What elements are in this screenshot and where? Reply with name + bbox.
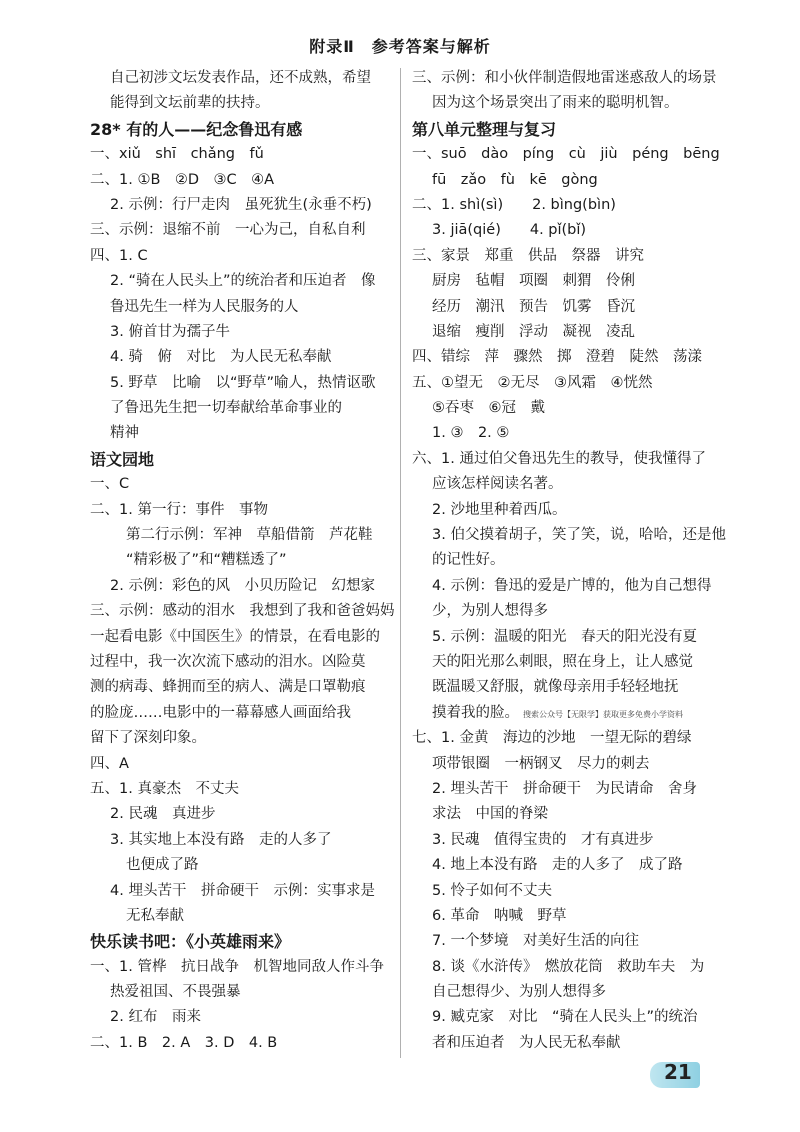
- answer-line: [90, 1005, 388, 1030]
- line-text: 者和压迫者 为人民无私奉献: [432, 1034, 621, 1051]
- answer-line: [90, 828, 388, 853]
- line-text: 3. 俯首甘为孺子牛: [110, 323, 230, 340]
- line-text: 4. 埋头苦干 拼命硬干 示例：实事求是: [110, 882, 375, 899]
- line-text: 4. 地上本没有路 走的人多了 成了路: [432, 857, 683, 874]
- answer-line: [90, 777, 388, 802]
- answer-line: [90, 701, 388, 726]
- answer-line: [412, 244, 712, 269]
- line-text: 退缩 瘦削 浮动 凝视 凌乱: [432, 323, 635, 340]
- answer-line: [90, 879, 388, 904]
- answer-line: [412, 523, 726, 548]
- line-text: 天的阳光那么刺眼，照在身上，让人感觉: [432, 653, 693, 670]
- left-column: [90, 66, 395, 1056]
- line-text: 9. 臧克家 对比 “骑在人民头上”的统治: [432, 1009, 698, 1026]
- answer-line: [412, 929, 712, 954]
- column-divider: [400, 68, 401, 1058]
- answer-line: [412, 1005, 712, 1030]
- line-text: 二、1. 第一行：事件 事物: [90, 501, 268, 518]
- line-text: 二、1. B 2. A 3. D 4. B: [90, 1034, 278, 1051]
- page-header: 附录Ⅱ 参考答案与解析: [309, 37, 491, 56]
- answer-line: [412, 955, 712, 980]
- line-text: “精彩极了”和“糟糕透了”: [126, 552, 287, 569]
- answer-line: [412, 752, 712, 777]
- answer-line: [412, 980, 712, 1005]
- line-text: 2. 红布 雨来: [110, 1009, 201, 1026]
- line-text: 快乐读书吧：《小英雄雨来》: [90, 932, 291, 952]
- line-text: 经历 潮汛 预告 饥雾 昏沉: [432, 298, 635, 315]
- answer-line: [90, 574, 388, 599]
- answer-line: [412, 802, 712, 827]
- line-text: 厨房 毡帽 项圈 刺猬 伶俐: [432, 273, 635, 290]
- answer-line: [412, 701, 712, 726]
- answer-line: [90, 498, 388, 523]
- answer-line: [90, 142, 388, 167]
- answer-line: [412, 625, 712, 650]
- line-text: 语文园地: [90, 449, 155, 469]
- line-text: fū zǎo fù kē gòng: [432, 171, 598, 188]
- answer-line: [412, 371, 712, 396]
- answer-line: [412, 218, 712, 243]
- answer-line: [412, 599, 712, 624]
- line-text: 的记性好。: [432, 552, 505, 569]
- line-text: 应该怎样阅读名著。: [432, 476, 563, 493]
- answer-line: [90, 523, 388, 548]
- answer-line: [90, 726, 388, 751]
- answer-line: [90, 904, 388, 929]
- answer-line: [412, 853, 712, 878]
- answer-line: [412, 269, 712, 294]
- line-text: 2. “骑在人民头上”的统治者和压迫者 像: [110, 273, 376, 290]
- answer-line: [412, 777, 712, 802]
- line-text: 2. 示例：行尸走肉 虽死犹生(永垂不朽): [110, 196, 372, 213]
- answer-line: [90, 320, 388, 345]
- answer-line: [90, 168, 388, 193]
- line-text: 七、1. 金黄 海边的沙地 一望无际的碧绿: [412, 730, 692, 747]
- answer-line: [90, 345, 388, 370]
- line-text: 留下了深刻印象。: [90, 730, 206, 747]
- line-text: 一、xiǔ shī chǎng fǔ: [90, 146, 264, 163]
- line-text: 项带银圈 一柄钢叉 尽力的刺去: [432, 755, 650, 772]
- answer-line: [90, 650, 388, 675]
- section-heading: [90, 117, 388, 142]
- answer-line: [90, 548, 388, 573]
- answer-line: [412, 168, 712, 193]
- line-text: 2. 示例：彩色的风 小贝历险记 幻想家: [110, 577, 375, 594]
- answer-line: [412, 447, 712, 472]
- answer-line: [412, 498, 712, 523]
- line-text: 3. 民魂 值得宝贵的 才有真进步: [432, 831, 654, 848]
- line-text: 第八单元整理与复习: [412, 119, 557, 139]
- line-text: 一起看电影《中国医生》的情景，在看电影的: [90, 628, 380, 645]
- line-text: 二、1. ①B ②D ③C ④A: [90, 171, 275, 188]
- line-text: ⑤吞枣 ⑥冠 戴: [432, 400, 545, 417]
- line-text: 鲁迅先生一样为人民服务的人: [110, 298, 299, 315]
- line-text: 少，为别人想得多: [432, 603, 548, 620]
- line-text: 1. ③ 2. ⑤: [432, 425, 510, 442]
- line-text: 三、示例：和小伙伴制造假地雷迷惑敌人的场景: [412, 70, 717, 86]
- answer-line: [412, 345, 712, 370]
- answer-line: [412, 726, 712, 751]
- line-text: 因为这个场景突出了雨来的聪明机智。: [432, 95, 679, 112]
- answer-line: [90, 193, 388, 218]
- answer-line: [90, 675, 388, 700]
- line-text: 四、1. C: [90, 247, 148, 264]
- line-text: 既温暖又舒服，就像母亲用手轻轻地抚: [432, 679, 679, 696]
- answer-line: [90, 802, 388, 827]
- right-column: [412, 66, 726, 1056]
- section-heading: [90, 447, 388, 472]
- answer-line: [412, 828, 712, 853]
- line-text: 一、C: [90, 476, 130, 493]
- answer-line: [412, 879, 712, 904]
- line-text: 的脸庞……电影中的一幕幕感人画面给我: [90, 704, 351, 721]
- line-text: 四、错综 萍 骤然 掷 澄碧 陡然 荡漾: [412, 349, 702, 366]
- answer-line: [90, 1031, 388, 1056]
- line-text: 摸着我的脸。: [432, 704, 519, 721]
- line-text: 2. 沙地里种着西瓜。: [432, 501, 567, 518]
- line-text: 4. 示例：鲁迅的爱是广博的，他为自己想得: [432, 577, 712, 594]
- answer-line: [90, 955, 388, 980]
- line-text: 8. 谈《水浒传》 燃放花筒 救助车夫 为: [432, 958, 705, 975]
- line-text: 了鲁迅先生把一切奉献给革命事业的: [110, 400, 342, 417]
- answer-line: [90, 980, 388, 1005]
- answer-line: [90, 295, 388, 320]
- line-text: 热爱祖国、不畏强暴: [110, 984, 241, 1001]
- answer-line: [90, 218, 388, 243]
- line-text: 四、A: [90, 755, 129, 772]
- answer-line: [412, 142, 720, 167]
- line-text: 五、①望无 ②无尽 ③风霜 ④恍然: [412, 374, 653, 391]
- answer-line: [90, 853, 388, 878]
- line-text: 第二行示例：军神 草船借箭 芦花鞋: [126, 527, 373, 544]
- answer-line: [412, 193, 712, 218]
- line-text: 自己想得少、为别人想得多: [432, 984, 606, 1001]
- line-text: 能得到文坛前辈的扶持。: [110, 95, 270, 112]
- answer-line: [90, 371, 388, 396]
- answer-line: [412, 295, 712, 320]
- answer-line: [412, 396, 712, 421]
- line-text: 二、1. shì(sì) 2. bìng(bìn): [412, 196, 616, 213]
- answer-line: [90, 472, 388, 497]
- line-text: 三、家景 郑重 供品 祭器 讲究: [412, 247, 644, 264]
- line-text: 3. 伯父摸着胡子，笑了笑，说，哈哈，还是他: [432, 527, 726, 544]
- line-text: 5. 怜子如何不丈夫: [432, 882, 552, 899]
- line-text: 一、1. 管桦 抗日战争 机智地同敌人作斗争: [90, 958, 384, 975]
- line-text: 3. 其实地上本没有路 走的人多了: [110, 831, 332, 848]
- line-text: 5. 示例：温暖的阳光 春天的阳光没有夏: [432, 628, 697, 645]
- section-heading: [412, 117, 712, 142]
- answer-line: [90, 421, 388, 446]
- answer-line: [90, 66, 388, 91]
- line-text: 三、示例：退缩不前 一心为己，自私自利: [90, 222, 366, 239]
- page-number: 21: [664, 1060, 692, 1084]
- answer-line: [90, 625, 388, 650]
- line-text: 测的病毒、蜂拥而至的病人、满是口罩勒痕: [90, 679, 366, 696]
- line-text: 7. 一个梦境 对美好生活的向往: [432, 933, 639, 950]
- answer-line: [412, 472, 712, 497]
- answer-line: [412, 66, 717, 91]
- answer-line: [412, 91, 712, 116]
- answer-line: [412, 320, 712, 345]
- answer-line: [90, 91, 388, 116]
- line-text: 2. 埋头苦干 拼命硬干 为民请命 舍身: [432, 780, 697, 797]
- line-text: 精神: [110, 425, 139, 442]
- line-text: 过程中，我一次次流下感动的泪水。凶险莫: [90, 653, 366, 670]
- answer-line: [90, 752, 388, 777]
- answer-line: [412, 650, 712, 675]
- line-text: 6. 革命 呐喊 野草: [432, 907, 567, 924]
- line-text: 无私奉献: [126, 907, 184, 924]
- line-text: 2. 民魂 真进步: [110, 806, 216, 823]
- line-text: 3. jiā(qié) 4. pǐ(bǐ): [432, 222, 587, 239]
- line-text: 六、1. 通过伯父鲁迅先生的教导，使我懂得了: [412, 450, 706, 467]
- line-text: 一、suō dào píng cù jiù péng bēng: [412, 146, 720, 163]
- answer-line: [412, 675, 712, 700]
- answer-line: [90, 269, 388, 294]
- answer-line: [412, 548, 712, 573]
- answer-line: [90, 396, 388, 421]
- line-text: 五、1. 真豪杰 不丈夫: [90, 780, 239, 797]
- section-heading: [90, 929, 388, 954]
- answer-line: [412, 574, 712, 599]
- line-text: 自己初涉文坛发表作品，还不成熟，希望: [110, 70, 371, 86]
- line-text: 28* 有的人——纪念鲁迅有感: [90, 119, 303, 139]
- answer-line: [412, 421, 712, 446]
- answer-line: [412, 904, 712, 929]
- line-text: 4. 骑 俯 对比 为人民无私奉献: [110, 349, 332, 366]
- answer-line: [90, 244, 388, 269]
- answer-line: [412, 1031, 712, 1056]
- watermark-note: 搜索公众号【无限学】获取更多免费小学资料: [523, 709, 683, 719]
- line-text: 求法 中国的脊梁: [432, 806, 548, 823]
- line-text: 5. 野草 比喻 以“野草”喻人，热情讴歌: [110, 374, 376, 391]
- line-text: 三、示例：感动的泪水 我想到了我和爸爸妈妈: [90, 603, 395, 620]
- line-text: 也便成了路: [126, 857, 199, 874]
- answer-line: [90, 599, 395, 624]
